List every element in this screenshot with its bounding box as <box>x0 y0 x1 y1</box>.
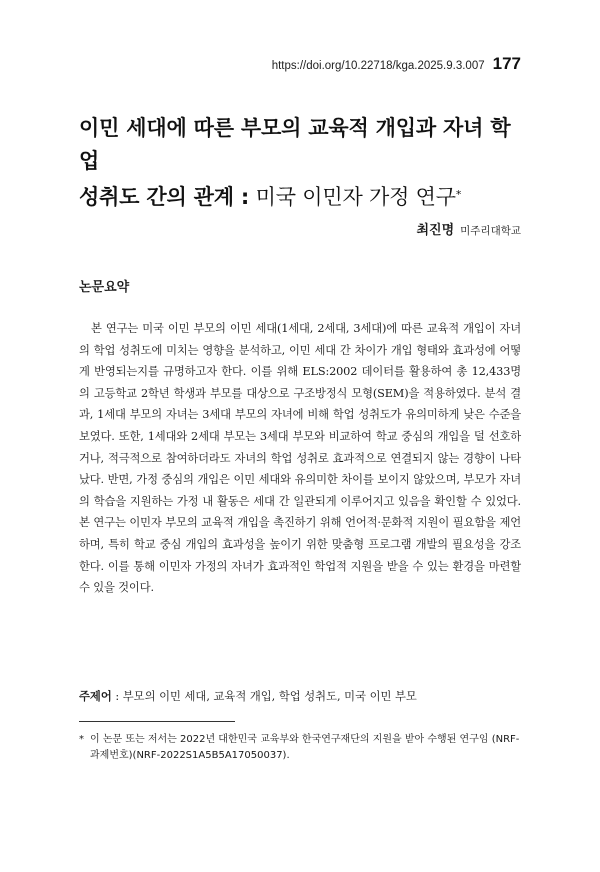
abstract-body: 본 연구는 미국 이민 부모의 이민 세대(1세대, 2세대, 3세대)에 따른 교육적 개입이 자녀의 학업 성취도에 미치는 영향을 분석하고, 이민 세대 간 차이가 개입 형태와 효과성에 어떻게 반영되는지를 규명하고자 한다. 이를 위해 ELS:2002 데이터를 활용하여 총 12,433명의 고등학교 2학년 학생과 부모를 대상으로 구조방정식 모형(SEM)을 적용하였다. 분석 결과, 1세대 부모의 자녀는 3세대 부모의 자녀에 비해 학업 성취도가 유의미하게 낮은 수준을 보였다. 또한, 1세대와 2세대 부모는 3세대 부모와 비교하여 학교 중심의 개입을 덜 선호하거나, 적극적으로 참여하더라도 자녀의 학업 성취로 효과적으로 연결되지 않는 경향이 나타났다. 반면, 가정 중심의 개입은 이민 세대와 유의미한 차이를 보이지 않았으며, 부모가 자녀의 학습을 지원하는 가정 내 활동은 세대 간 일관되게 이루어지고 있음을 확인할 수 있었다. 본 연구는 이민자 부모의 교육적 개입을 촉진하기 위해 언어적·문화적 지원이 필요함을 제언하며, 특히 학교 중심 개입의 효과성을 높이기 위한 맞춤형 프로그램 개발의 필요성을 강조한다. 이를 통해 이민자 가정의 자녀가 효과적인 학업적 지원을 받을 수 있는 환경을 마련할 수 있을 것이다. <box>79 322 521 595</box>
author-name: 최진명 <box>416 223 455 238</box>
title-line-2 <box>79 178 529 214</box>
author-affiliation: 미주리대학교 <box>460 225 521 237</box>
author-block <box>416 219 521 238</box>
footnote-text: 이 논문 또는 저서는 2022년 대한민국 교육부와 한국연구재단의 지원을 받아 수행된 연구임 (NRF-과제번호)(NRF-2022S1A5B5A17050037). <box>90 734 520 761</box>
title-footnote-mark: * <box>455 188 462 201</box>
footnote <box>79 732 521 763</box>
abstract-heading: 논문요약 <box>79 280 130 295</box>
keywords-separator: : <box>111 690 123 703</box>
footnote-divider <box>79 721 235 722</box>
page-number: 177 <box>492 54 521 73</box>
title-line-2-bold: 성취도 간의 관계 : <box>79 185 250 209</box>
footnote-mark: * <box>79 734 84 745</box>
keywords-line <box>79 688 521 704</box>
title-line-2-light: 미국 이민자 가정 연구 <box>255 185 456 209</box>
page-header <box>272 54 521 74</box>
keywords-label: 주제어 <box>79 690 112 703</box>
title-line-1: 이민 세대에 따른 부모의 교육적 개입과 자녀 학업 <box>79 116 511 173</box>
paper-title <box>79 112 529 214</box>
doi-link[interactable]: https://doi.org/10.22718/kga.2025.9.3.007 <box>271 60 485 72</box>
keywords-text: 부모의 이민 세대, 교육적 개입, 학업 성취도, 미국 이민 부모 <box>122 690 417 703</box>
